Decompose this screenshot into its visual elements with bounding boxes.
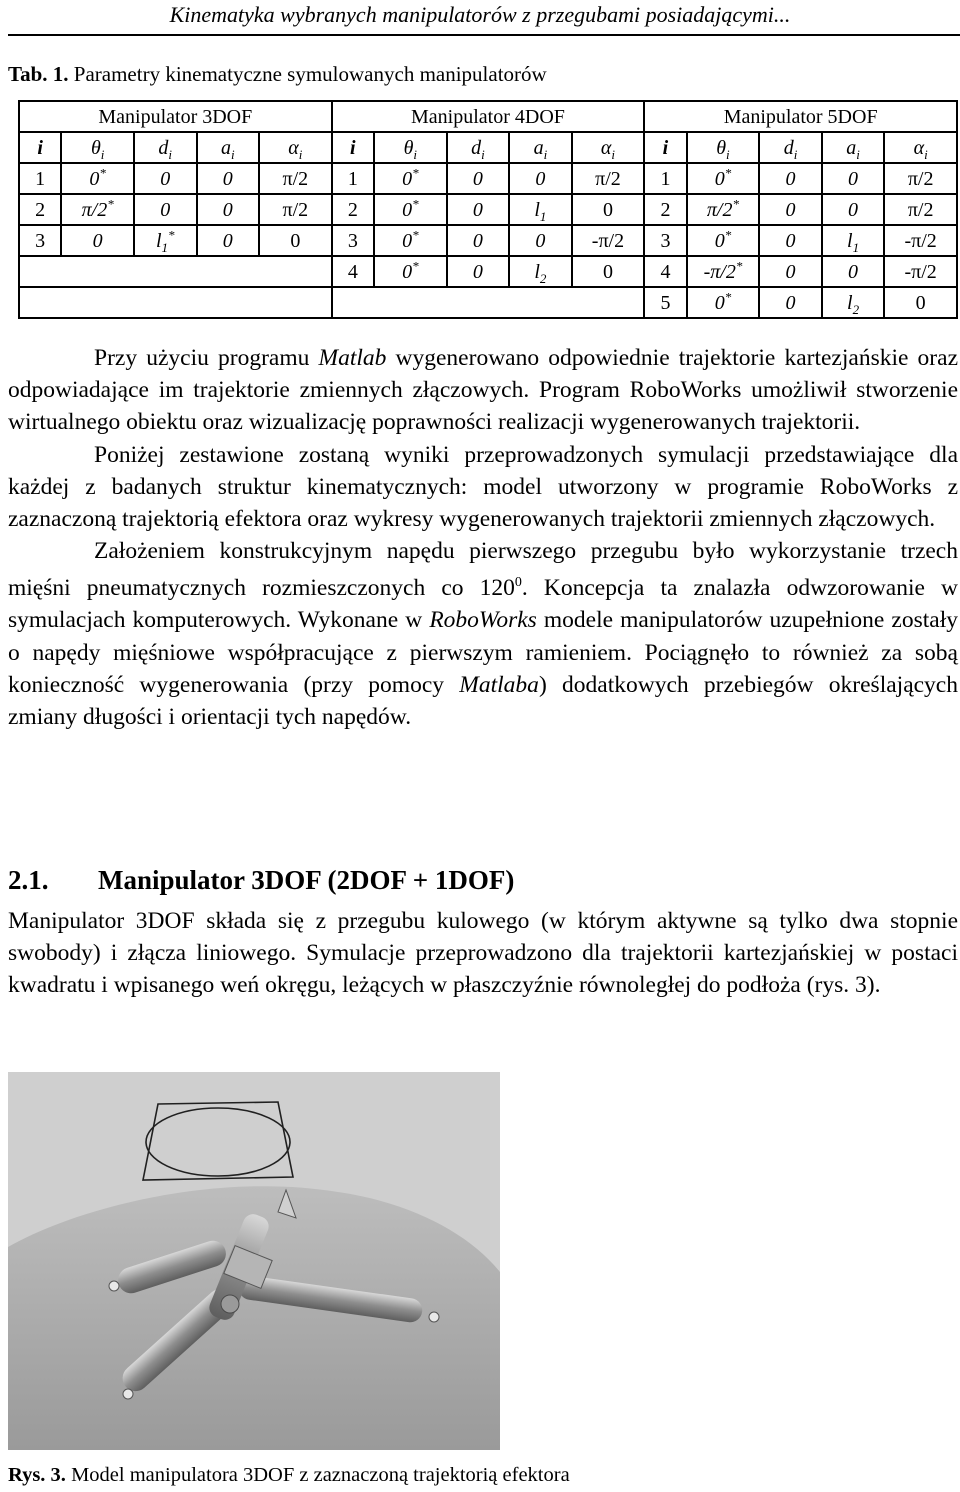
cell-i-value: 4 <box>660 260 671 283</box>
cell-i <box>644 256 686 287</box>
cell-a <box>509 163 572 194</box>
cell-i <box>644 194 686 225</box>
cell-i-value: 1 <box>660 167 671 190</box>
cell-d-sub: 1 <box>161 239 169 255</box>
cell-d-value: 0 <box>472 260 483 283</box>
cell-i-value: 3 <box>347 229 358 252</box>
cell-d-value: 0 <box>785 260 796 283</box>
cell-alpha <box>884 163 957 194</box>
cell-a <box>509 256 572 287</box>
col-head-alpha <box>884 132 957 163</box>
cell-i-value: 3 <box>660 229 671 252</box>
cell-theta-value: π/2 <box>81 198 108 221</box>
cell-a <box>822 256 885 287</box>
cell-i-value: 2 <box>35 198 46 221</box>
p3-part-d: ) dodatkowych przebiegów określających zmiany długości i orientacji tych napędów. <box>8 671 958 731</box>
cell-alpha-value: π/2 <box>282 167 309 190</box>
cell-alpha-value: 0 <box>915 291 926 314</box>
figure-caption <box>8 1462 570 1488</box>
cell-alpha <box>884 225 957 256</box>
cell-theta <box>374 163 447 194</box>
cell-theta-star: * <box>412 164 419 180</box>
cell-d-value: 0 <box>472 167 483 190</box>
cell-a <box>509 225 572 256</box>
col-head-theta <box>374 132 447 163</box>
cell-d-value: 0 <box>785 229 796 252</box>
p3-part-c: modele manipulatorów uzupełnione zostały o napędy mięśniowe współpracujące z pierwszym ramieniem. Pociągnęło to również za sobą konieczność wygenerowania (przy pomocy <box>8 607 958 698</box>
col-head-d-symbol: d <box>783 136 794 159</box>
cell-theta-star: * <box>735 257 743 273</box>
cell-i <box>19 225 61 256</box>
cell-i-value: 1 <box>347 167 358 190</box>
cell-alpha <box>572 194 645 225</box>
cell-alpha <box>259 163 332 194</box>
cell-a-value: 0 <box>535 167 546 190</box>
p3-degree-sup: 0 <box>514 575 522 591</box>
section-number: 2.1. <box>8 865 49 895</box>
cell-theta-star: * <box>99 164 106 180</box>
running-title: Kinematyka wybranych manipulatorów z przegubami posiadającymi... <box>169 2 791 27</box>
col-head-d-symbol: d <box>471 136 482 159</box>
manipulator-render <box>8 1072 500 1450</box>
col-head-theta <box>61 132 134 163</box>
cell-d-value: 0 <box>160 167 171 190</box>
cell-d <box>447 256 510 287</box>
running-header <box>0 0 960 34</box>
cell-alpha <box>572 256 645 287</box>
cell-alpha-value: 0 <box>602 260 613 283</box>
col-head-alpha-sub: i <box>298 146 303 162</box>
cell-i-value: 2 <box>660 198 671 221</box>
paragraph-2-text: Poniżej zestawione zostaną wyniki przeprowadzonych symulacji przedstawiające dla każdej z badanych struktur kinematycznych: model utworzony w programie RoboWorks z zaznaczoną trajektorią efektora oraz wykresy wygenerowanych trajektorii zmiennych złączowych. <box>8 441 958 533</box>
group-5dof: Manipulator 5DOF <box>644 101 957 132</box>
cell-i <box>332 194 374 225</box>
cell-theta-value: 0 <box>402 167 413 190</box>
cell-alpha <box>259 225 332 256</box>
cell-theta <box>687 225 760 256</box>
cell-i <box>644 287 686 318</box>
header-divider <box>8 34 960 36</box>
col-head-theta-symbol: θ <box>716 136 727 159</box>
cell-i <box>644 163 686 194</box>
cell-d-star: * <box>168 226 175 242</box>
cell-alpha <box>572 225 645 256</box>
cell-alpha-value: π/2 <box>282 198 309 221</box>
cell-a <box>822 163 885 194</box>
col-head-alpha-symbol: α <box>913 136 925 159</box>
cell-a <box>197 163 260 194</box>
paragraph-3-text <box>8 535 958 733</box>
cell-d-value: 0 <box>785 167 796 190</box>
p1-part-b: wygenerowano odpowiednie trajektorie kartezjańskie oraz odpowiadające im trajektorie zmiennych złączowych. Program RoboWorks umożliwił stworzenie wirtualnego obiektu oraz wizualizację poprawności realizacji wygenerowanych trajektorii. <box>8 345 958 436</box>
cell-a-value: l <box>847 229 853 252</box>
cell-theta <box>687 256 760 287</box>
section-paragraph-text: Manipulator 3DOF składa się z przegubu kulowego (w którym aktywne są tylko dwa stopnie swobody) i złącza liniowego. Symulacje przeprowadzono dla trajektorii kartezjańskiej w postaci kwadratu i wpisanego weń okręgu, leżących w płaszczyźnie równoległej do podłoża (rys. 3). <box>8 908 958 999</box>
cell-alpha <box>884 287 957 318</box>
cell-theta-value: π/2 <box>706 198 733 221</box>
cell-a-value: 0 <box>222 229 233 252</box>
col-head-alpha-symbol: α <box>600 136 612 159</box>
cell-alpha-value: -π/2 <box>591 229 625 252</box>
group-3dof: Manipulator 3DOF <box>19 101 332 132</box>
cell-i-value: 4 <box>347 260 358 283</box>
col-head-alpha <box>572 132 645 163</box>
cell-a-value: 0 <box>222 167 233 190</box>
group-header-row <box>19 101 957 132</box>
cell-i-value: 3 <box>35 229 46 252</box>
cell-alpha <box>884 256 957 287</box>
cell-d <box>759 163 822 194</box>
cell-theta-value: 0 <box>714 167 725 190</box>
cell-d-value: l <box>155 229 162 252</box>
table-row <box>19 163 957 194</box>
cell-a-value: l <box>534 198 540 221</box>
cell-a-sub: 1 <box>539 208 547 224</box>
cell-i <box>332 163 374 194</box>
cell-a-value: 0 <box>535 229 546 252</box>
cell-theta <box>374 194 447 225</box>
cell-theta-star: * <box>724 226 732 242</box>
cell-d <box>447 163 510 194</box>
col-head-theta-symbol: θ <box>403 136 414 159</box>
cell-a <box>822 287 885 318</box>
col-head-i-text: i <box>350 136 356 159</box>
cell-d <box>759 256 822 287</box>
cell-d-value: 0 <box>785 198 796 221</box>
col-head-a-sub: i <box>543 146 548 162</box>
cell-theta <box>687 163 760 194</box>
col-head-d-sub: i <box>481 146 485 162</box>
cell-theta-value: 0 <box>714 229 725 252</box>
cell-d <box>134 225 197 256</box>
empty-cell <box>332 287 645 318</box>
cell-alpha-value: -π/2 <box>904 229 937 252</box>
cell-d-value: 0 <box>472 198 483 221</box>
cell-theta <box>374 225 447 256</box>
cell-theta-star: * <box>724 288 732 304</box>
col-head-a-sub: i <box>856 146 860 162</box>
cell-theta-star: * <box>412 226 419 242</box>
cell-i <box>332 256 374 287</box>
cell-d <box>134 163 197 194</box>
col-head-d <box>134 132 197 163</box>
table-row <box>19 256 957 287</box>
cell-theta-value: 0 <box>92 229 103 252</box>
col-head-theta-sub: i <box>413 146 418 162</box>
table-caption <box>8 60 547 88</box>
cell-d <box>447 225 510 256</box>
empty-cell <box>19 287 332 318</box>
cell-d-value: 0 <box>160 198 171 221</box>
col-head-i <box>332 132 374 163</box>
cell-theta <box>61 225 134 256</box>
col-head-theta-symbol: θ <box>90 136 101 159</box>
cell-a-value: 0 <box>848 167 859 190</box>
table-row <box>19 194 957 225</box>
cell-i <box>19 194 61 225</box>
paragraph-1-text <box>8 342 958 439</box>
col-head-d <box>447 132 510 163</box>
cell-alpha-value: 0 <box>290 229 301 252</box>
p3-part-a: Założeniem konstrukcyjnym napędu pierwszego przegubu było wykorzystanie trzech mięśni pneumatycznych rozmieszczonych co 120 <box>8 538 958 602</box>
section-paragraph <box>8 905 958 1002</box>
column-header-row <box>19 132 957 163</box>
cell-a-sub: 1 <box>852 239 860 255</box>
col-head-d-symbol: d <box>158 136 169 159</box>
group-4dof: Manipulator 4DOF <box>332 101 645 132</box>
cell-theta-star: * <box>412 195 419 211</box>
table-label: Tab. 1. <box>8 62 69 86</box>
table-row <box>19 287 957 318</box>
table-title: Parametry kinematyczne symulowanych manipulatorów <box>68 62 547 86</box>
cell-d <box>447 194 510 225</box>
col-head-a <box>822 132 885 163</box>
cell-i <box>644 225 686 256</box>
figure-caption-text: Model manipulatora 3DOF z zaznaczoną trajektorią efektora <box>65 1464 570 1486</box>
section-heading <box>8 862 514 898</box>
cell-theta-star: * <box>724 164 732 180</box>
cell-a <box>197 194 260 225</box>
col-head-a-symbol: a <box>533 136 544 159</box>
cell-a-sub: 2 <box>852 301 860 317</box>
cell-a-value: 0 <box>222 198 233 221</box>
cell-a-value: 0 <box>848 260 859 283</box>
col-head-i <box>644 132 686 163</box>
cell-a-sub: 2 <box>539 270 547 286</box>
col-head-theta-sub: i <box>726 146 730 162</box>
cell-theta-star: * <box>412 257 419 273</box>
cell-alpha-value: π/2 <box>907 198 934 221</box>
section-title: Manipulator 3DOF (2DOF + 1DOF) <box>98 865 515 895</box>
col-head-d-sub: i <box>793 146 798 162</box>
cell-theta-value: 0 <box>402 229 413 252</box>
col-head-a-sub: i <box>230 146 235 162</box>
col-head-i-text: i <box>37 136 43 159</box>
table-row <box>19 225 957 256</box>
cell-a-value: l <box>847 291 853 314</box>
col-head-i-text: i <box>662 136 669 159</box>
cell-theta <box>61 163 134 194</box>
kinematic-parameters-table <box>18 100 958 319</box>
cell-theta-value: 0 <box>402 260 413 283</box>
cell-alpha-value: π/2 <box>907 167 934 190</box>
cell-alpha <box>572 163 645 194</box>
col-head-alpha-sub: i <box>924 146 928 162</box>
cell-theta-value: 0 <box>714 291 725 314</box>
cell-theta <box>61 194 134 225</box>
empty-cell <box>19 256 332 287</box>
col-head-a <box>509 132 572 163</box>
col-head-alpha-symbol: α <box>288 136 299 159</box>
paragraph-1 <box>8 342 958 733</box>
p1-matlab: Matlab <box>318 345 387 371</box>
cell-i-value: 1 <box>35 167 46 190</box>
col-head-theta-sub: i <box>100 146 105 162</box>
col-head-a-symbol: a <box>846 136 857 159</box>
col-head-i <box>19 132 61 163</box>
cell-i <box>19 163 61 194</box>
cell-theta <box>687 194 760 225</box>
cell-a <box>509 194 572 225</box>
cell-alpha <box>884 194 957 225</box>
cell-theta-value: -π/2 <box>703 260 736 283</box>
p1-part-a: Przy użyciu programu <box>94 345 319 371</box>
cell-i-value: 5 <box>660 291 671 314</box>
cell-alpha <box>259 194 332 225</box>
col-head-alpha-sub: i <box>611 146 616 162</box>
cell-alpha-value: π/2 <box>595 167 621 190</box>
cell-theta-value: 0 <box>402 198 413 221</box>
cell-a-value: l <box>534 260 540 283</box>
cell-theta-star: * <box>107 195 114 211</box>
cell-a <box>197 225 260 256</box>
cell-alpha-value: 0 <box>602 198 613 221</box>
col-head-theta <box>687 132 760 163</box>
cell-d <box>759 194 822 225</box>
col-head-a <box>197 132 260 163</box>
manipulator-figure <box>8 1072 500 1450</box>
cell-a <box>822 225 885 256</box>
cell-a-value: 0 <box>848 198 859 221</box>
cell-a <box>822 194 885 225</box>
cell-i <box>332 225 374 256</box>
cell-d <box>134 194 197 225</box>
p3-part-b: . Koncepcja ta znalazła odwzorowanie w symulacjach komputerowych. Wykonane w <box>8 575 959 634</box>
cell-d <box>759 225 822 256</box>
cell-d <box>759 287 822 318</box>
col-head-d <box>759 132 822 163</box>
cell-theta <box>374 256 447 287</box>
ball-joint <box>221 1295 239 1313</box>
p3-roboworks: RoboWorks <box>429 607 537 634</box>
cell-theta <box>687 287 760 318</box>
cell-i-value: 2 <box>347 198 358 221</box>
figure-label: Rys. 3. <box>8 1464 66 1486</box>
cell-d-value: 0 <box>472 229 483 252</box>
p3-matlaba: Matlaba <box>459 671 539 698</box>
col-head-alpha <box>259 132 332 163</box>
col-head-a-symbol: a <box>220 136 231 159</box>
cell-theta-star: * <box>732 195 739 211</box>
cell-alpha-value: -π/2 <box>904 260 937 283</box>
cell-theta-value: 0 <box>89 167 100 190</box>
cell-d-value: 0 <box>785 291 796 314</box>
col-head-d-sub: i <box>168 146 173 162</box>
